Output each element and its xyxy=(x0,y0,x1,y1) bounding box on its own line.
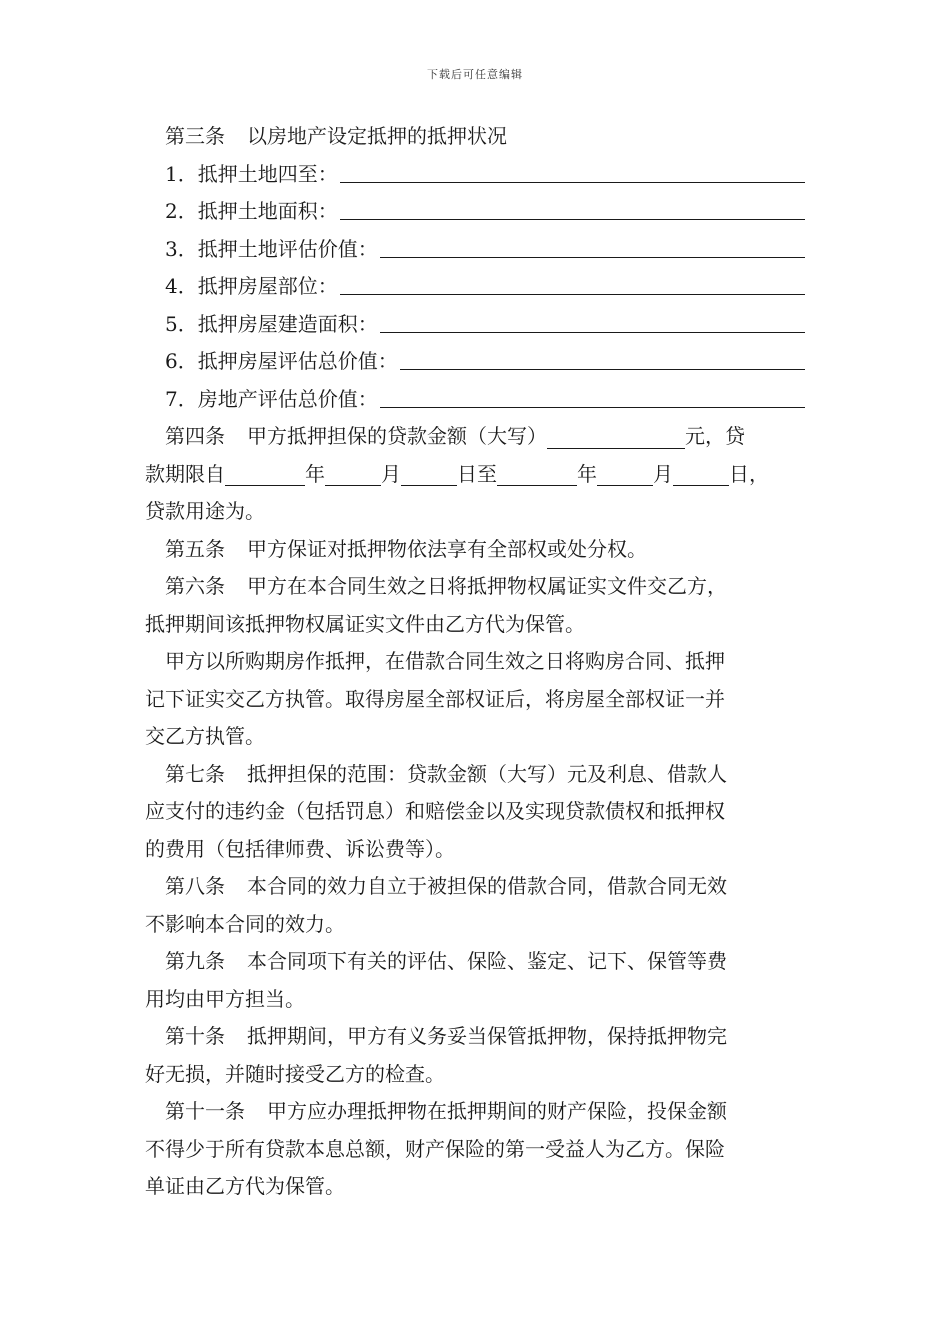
article-7 xyxy=(145,756,805,869)
article-7-text: 抵押担保的范围：贷款金额（大写）元及利息、借款人 xyxy=(247,761,727,786)
item-label: 抵押房屋部位： xyxy=(197,274,338,298)
article-8-number: 第八条 xyxy=(165,874,225,898)
list-item xyxy=(145,268,805,306)
list-item xyxy=(145,231,805,269)
article-9-number: 第九条 xyxy=(165,949,225,973)
article-8-text: 不影响本合同的效力。 xyxy=(145,911,345,936)
article-6 xyxy=(145,568,805,756)
article-10-number: 第十条 xyxy=(165,1024,225,1048)
article-11-text: 不得少于所有贷款本息总额，财产保险的第一受益人为乙方。保险 xyxy=(145,1136,725,1161)
article-5-text: 甲方保证对抵押物依法享有全部权或处分权。 xyxy=(247,536,647,561)
blank-field[interactable] xyxy=(340,156,805,183)
article-6-text: 交乙方执管。 xyxy=(145,724,265,748)
item-number: 7． xyxy=(165,386,198,411)
article-10-text: 好无损，并随时接受乙方的检查。 xyxy=(145,1061,445,1086)
article-6-text: 记下证实交乙方执管。取得房屋全部权证后，将房屋全部权证一并 xyxy=(145,686,725,711)
contract-body xyxy=(145,118,805,1206)
blank-field[interactable] xyxy=(380,306,805,333)
page-header: 下载后可任意编辑 xyxy=(427,68,523,81)
article-8-text: 本合同的效力自立于被担保的借款合同，借款合同无效 xyxy=(247,874,727,898)
end-month-blank[interactable] xyxy=(597,461,653,486)
article-4 xyxy=(145,418,805,531)
blank-field[interactable] xyxy=(340,268,805,295)
article-6-text: 抵押期间该抵押物权属证实文件由乙方代为保管。 xyxy=(145,611,585,636)
article-11-number: 第十一条 xyxy=(165,1099,245,1123)
article-3-number: 第三条 xyxy=(165,124,225,148)
article-4-number: 第四条 xyxy=(165,424,225,448)
item-label: 抵押土地评估价值： xyxy=(197,236,378,261)
article-4-text: 元，贷 xyxy=(685,424,745,448)
article-10-text: 抵押期间，甲方有义务妥当保管抵押物，保持抵押物完 xyxy=(247,1024,727,1048)
article-11-text: 甲方应办理抵押物在抵押期间的财产保险，投保金额 xyxy=(267,1099,727,1123)
article-4-text: 甲方抵押担保的贷款金额（大写） xyxy=(247,424,547,448)
article-11-text: 单证由乙方代为保管。 xyxy=(145,1174,345,1198)
list-item xyxy=(145,156,805,194)
article-11 xyxy=(145,1093,805,1206)
article-10 xyxy=(145,1018,805,1093)
article-9 xyxy=(145,943,805,1018)
article-4-text: 贷款用途为。 xyxy=(145,499,265,523)
year-label: 年 xyxy=(305,461,325,486)
item-number: 3． xyxy=(165,236,198,261)
loan-amount-blank[interactable] xyxy=(547,424,685,449)
item-number: 5． xyxy=(165,311,198,336)
month-label: 月 xyxy=(381,461,401,486)
article-5 xyxy=(145,531,805,569)
blank-field[interactable] xyxy=(380,381,805,408)
article-6-text: 甲方以所购期房作抵押，在借款合同生效之日将购房合同、抵押 xyxy=(165,649,725,673)
blank-field[interactable] xyxy=(400,343,805,370)
item-number: 1． xyxy=(165,161,198,186)
day-label: 日， xyxy=(729,461,769,486)
article-7-text: 应支付的违约金（包括罚息）和赔偿金以及实现贷款债权和抵押权 xyxy=(145,799,725,823)
item-number: 4． xyxy=(165,274,198,298)
item-label: 房地产评估总价值： xyxy=(197,386,378,411)
start-month-blank[interactable] xyxy=(325,461,381,486)
list-item xyxy=(145,343,805,381)
article-9-text: 本合同项下有关的评估、保险、鉴定、记下、保管等费 xyxy=(247,949,727,973)
end-year-blank[interactable] xyxy=(497,461,577,486)
blank-field[interactable] xyxy=(380,231,805,258)
start-day-blank[interactable] xyxy=(401,461,457,486)
article-4-text: 款期限自 xyxy=(145,461,225,486)
article-6-number: 第六条 xyxy=(165,574,225,598)
item-label: 抵押房屋建造面积： xyxy=(197,311,378,336)
item-label: 抵押土地面积： xyxy=(197,199,338,223)
item-label: 抵押房屋评估总价值： xyxy=(197,349,398,373)
article-7-number: 第七条 xyxy=(165,761,225,786)
start-year-blank[interactable] xyxy=(225,461,305,486)
article-3-heading: 以房地产设定抵押的抵押状况 xyxy=(247,124,507,148)
year-label: 年 xyxy=(577,461,597,486)
month-label: 月 xyxy=(653,461,673,486)
day-label: 日至 xyxy=(457,461,497,486)
article-7-text: 的费用（包括律师费、诉讼费等）。 xyxy=(145,836,455,861)
item-number: 6． xyxy=(165,349,198,373)
item-label: 抵押土地四至： xyxy=(197,161,338,186)
article-6-text: 甲方在本合同生效之日将抵押物权属证实文件交乙方， xyxy=(247,574,727,598)
end-day-blank[interactable] xyxy=(673,461,729,486)
article-8 xyxy=(145,868,805,943)
list-item xyxy=(145,306,805,344)
list-item xyxy=(145,193,805,231)
list-item xyxy=(145,381,805,419)
blank-field[interactable] xyxy=(340,193,805,220)
item-number: 2． xyxy=(165,199,198,223)
article-3-title xyxy=(145,118,805,156)
article-5-number: 第五条 xyxy=(165,536,225,561)
article-9-text: 用均由甲方担当。 xyxy=(145,986,305,1011)
